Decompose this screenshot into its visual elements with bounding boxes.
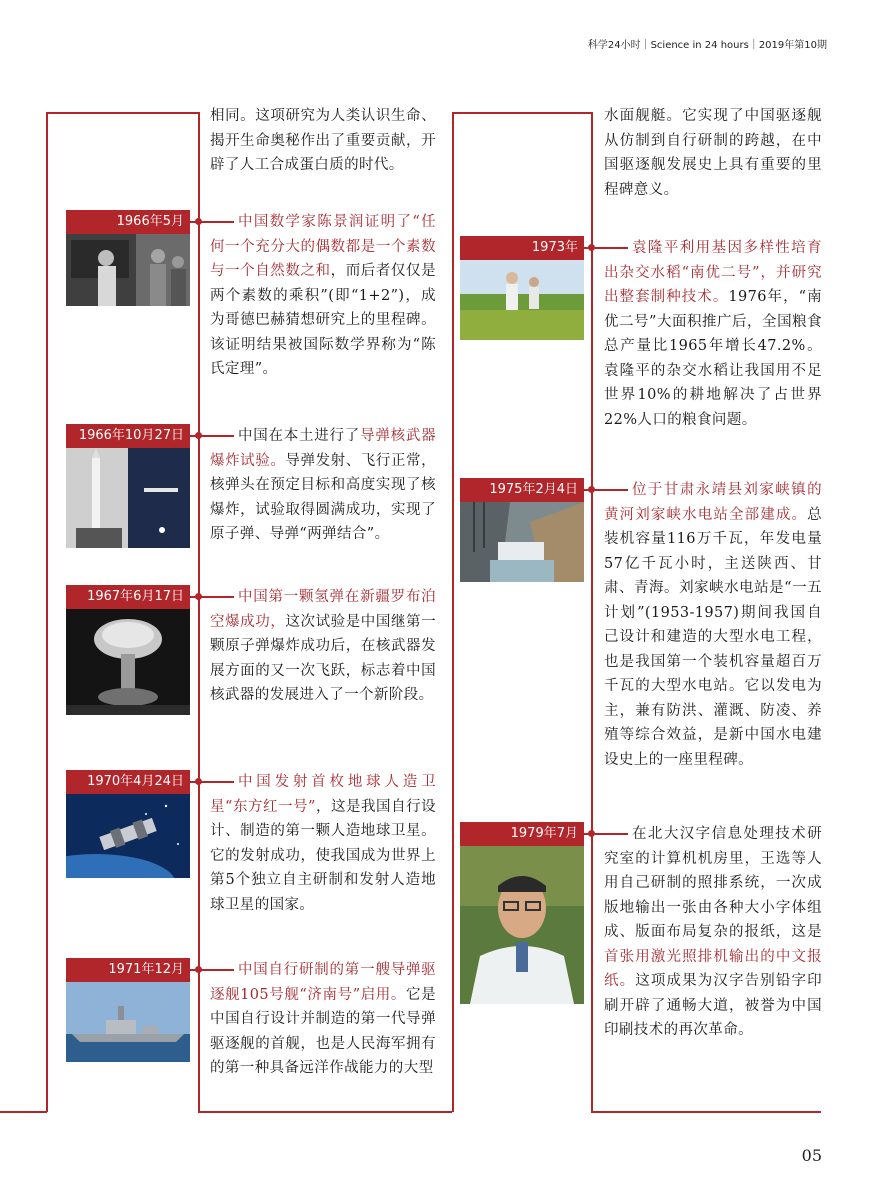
running-header: 科学24小时｜Science in 24 hours｜2019年第10期 (587, 40, 827, 51)
entry-highlight: 袁隆平利用基因多样性培育出杂交水稻“南优二号”，并研究出整套制种技术。 (604, 240, 822, 305)
entry-text-pre: 在北大汉字信息处理技术研究室的计算机机房里，王选等人用自己研制的照排系统，一次成版地输出一张由各种大小字体组成、版面布局复杂的报纸，这是 (604, 826, 822, 940)
entry-date: 1979年7月 (460, 822, 584, 846)
photo-scientists-blackboard (66, 234, 190, 306)
timeline-dot (195, 432, 202, 439)
timeline-dot (588, 244, 595, 251)
entry-text (604, 822, 822, 1043)
entry-text-pre: 中国在本土进行了 (238, 428, 361, 444)
entry-body: 1976年，“南优二号”大面积推广后，全国粮食总产量比1965年增长47.2%。袁隆平的杂交水稻让我国用不足世界10%的耕地解决了占世界22%人口的粮食问题。 (604, 289, 822, 428)
left-frame-bottom (198, 1111, 452, 1113)
photo-scientist-portrait (460, 846, 584, 1004)
entry-highlight: 首张用激光照排机输出的中文报纸。 (604, 948, 822, 989)
entry-highlight: 中国自行研制的第一艘导弹驱逐舰105号舰“济南号”启用。 (210, 962, 436, 1003)
photo-mushroom-cloud (66, 609, 190, 715)
entry-body: 这次试验是中国继第一颗原子弹爆炸成功后，在核武器发展方面的又一次飞跃，标志着中国核武器的发展进入了一个新阶段。 (210, 613, 437, 703)
entry-text (604, 236, 822, 432)
entry-text (210, 770, 436, 917)
entry-highlight: 中国第一颗氢弹在新疆罗布泊空爆成功， (210, 589, 436, 630)
left-frame-bottom-left (0, 1111, 47, 1113)
entry-text (210, 424, 436, 547)
entry-text (604, 478, 822, 772)
timeline-dot (195, 593, 202, 600)
entry-text (210, 585, 436, 708)
entry-highlight: 中国发射首枚地球人造卫星“东方红一号” (210, 774, 436, 815)
photo-hydropower-dam (460, 502, 584, 582)
photo-missile-launch (66, 448, 190, 548)
left-frame-inner (198, 112, 200, 1112)
entry-date: 1971年12月 (66, 958, 190, 982)
right-frame-bottom (591, 1111, 821, 1113)
entry-highlight: 导弹核武器爆炸试验。 (210, 428, 437, 469)
entry-date: 1973年 (460, 236, 584, 260)
entry-body: ，而后者仅仅是两个素数的乘积”(即“1+2”)，成为哥德巴赫猜想研究上的里程碑。该证明结果被国际数学界称为“陈氏定理”。 (210, 263, 436, 377)
left-frame-outer-left (46, 112, 48, 1112)
timeline-dot (195, 218, 202, 225)
timeline-dot (195, 778, 202, 785)
photo-rice-field (460, 260, 584, 340)
timeline-dot (588, 486, 595, 493)
left-frame-top (46, 112, 199, 114)
entry-date: 1967年6月17日 (66, 585, 190, 609)
entry-highlight: 中国数学家陈景润证明了“任何一个充分大的偶数都是一个素数与一个自然数之和 (210, 214, 436, 279)
timeline-dot (195, 966, 202, 973)
entry-date: 1966年5月 (66, 210, 190, 234)
left-intro-text: 相同。这项研究为人类认识生命、揭开生命奥秘作出了重要贡献，开辟了人工合成蛋白质的时代。 (210, 108, 436, 173)
entry-date: 1975年2月4日 (460, 478, 584, 502)
right-frame-outer-left (452, 112, 454, 1112)
page-number: 05 (801, 1146, 822, 1165)
entry-date: 1970年4月24日 (66, 770, 190, 794)
entry-body: 导弹发射、飞行正常，核弹头在预定目标和高度实现了核爆炸，试验取得圆满成功，实现了原子弹、导弹“两弹结合”。 (210, 452, 437, 542)
entry-body: ，这是我国自行设计、制造的第一颗人造地球卫星。它的发射成功，使我国成为世界上第5个独立自主研制和发射人造地球卫星的国家。 (210, 798, 437, 913)
entry-text (210, 210, 436, 382)
timeline-dot (588, 830, 595, 837)
right-frame-top (452, 112, 592, 114)
entry-body: 总装机容量116万千瓦，年发电量57亿千瓦小时，主送陕西、甘肃、青海。刘家峡水电站是“一五计划”(1953-1957)期间我国自己设计和建造的大型水电工程，也是我国第一个装机容量超百万千瓦的大型水电站。它以发电为主，兼有防洪、灌溉、防凌、养殖等综合效益，是新中国水电建设史上的一座里程碑。 (604, 506, 822, 768)
right-intro-text: 水面舰艇。它实现了中国驱逐舰从仿制到自行研制的跨越，在中国驱逐舰发展史上具有重要的里程碑意义。 (604, 108, 822, 198)
entry-text (210, 958, 436, 1081)
entry-body: 这项成果为汉字告别铅字印刷开辟了通畅大道，被誉为中国印刷技术的再次革命。 (604, 973, 822, 1038)
photo-satellite (66, 794, 190, 878)
right-frame-inner (591, 112, 593, 1112)
entry-body: 它是中国自行设计并制造的第一代导弹驱逐舰的首舰，也是人民海军拥有的第一种具备远洋作战能力的大型 (210, 986, 436, 1076)
photo-destroyer (66, 982, 190, 1062)
entry-date: 1966年10月27日 (66, 424, 190, 448)
entry-highlight: 位于甘肃永靖县刘家峡镇的黄河刘家峡水电站全部建成。 (604, 482, 822, 523)
